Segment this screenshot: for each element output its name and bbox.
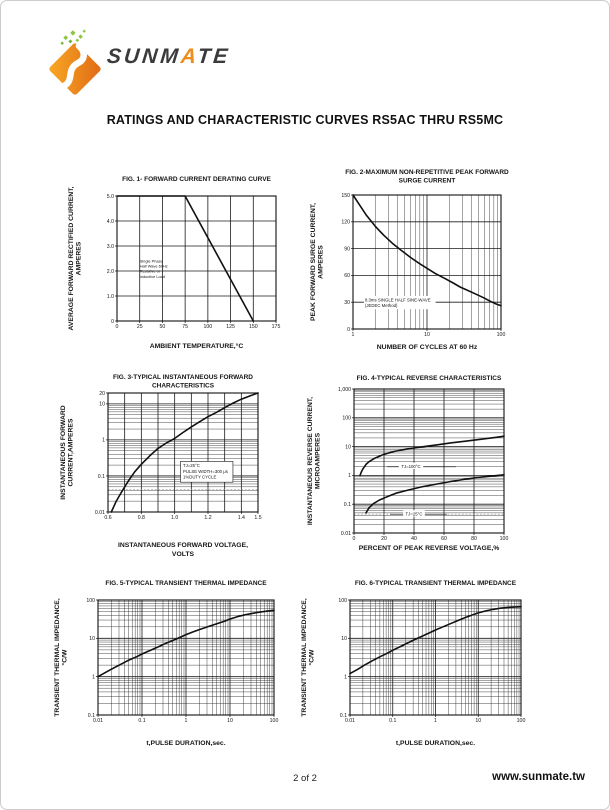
svg-text:0.6: 0.6 — [104, 515, 112, 521]
svg-text:0: 0 — [347, 326, 350, 333]
svg-text:INSTANTANEOUS REVERSE CURRENT,: INSTANTANEOUS REVERSE CURRENT, — [307, 396, 314, 526]
svg-text:150: 150 — [341, 192, 350, 199]
svg-text:100: 100 — [516, 718, 526, 724]
svg-text:0.1: 0.1 — [389, 718, 397, 724]
svg-text:100: 100 — [269, 718, 279, 724]
svg-text:PULSE WIDTH=300 μs: PULSE WIDTH=300 μs — [183, 468, 228, 474]
svg-text:0.8: 0.8 — [137, 515, 145, 521]
svg-text:t,PULSE DURATION,sec.: t,PULSE DURATION,sec. — [146, 740, 226, 747]
svg-text:4.0: 4.0 — [106, 218, 114, 225]
svg-text:3.0: 3.0 — [106, 243, 114, 250]
logo-pixel-trail — [61, 30, 86, 45]
svg-text:Inductive Load: Inductive Load — [139, 273, 166, 279]
svg-text:40: 40 — [411, 536, 417, 542]
svg-text:150: 150 — [248, 324, 258, 330]
svg-text:1,000: 1,000 — [338, 386, 351, 393]
svg-text:0.1: 0.1 — [138, 718, 146, 724]
brand-accent-letter: A — [179, 45, 199, 68]
brand-suffix: TE — [196, 45, 232, 68]
svg-text:10: 10 — [99, 401, 105, 408]
svg-text:PEAK FORWARD SURGE CURRENT,: PEAK FORWARD SURGE CURRENT, — [310, 202, 317, 322]
svg-text:AMBIENT TEMPERATURE,°C: AMBIENT TEMPERATURE,°C — [149, 343, 244, 350]
svg-text:FIG. 1- FORWARD CURRENT DERATI: FIG. 1- FORWARD CURRENT DERATING CURVE — [122, 176, 271, 183]
svg-text:50: 50 — [159, 324, 166, 330]
svg-text:10: 10 — [341, 636, 347, 643]
svg-text:175: 175 — [271, 324, 281, 330]
svg-text:0.1: 0.1 — [87, 712, 95, 719]
svg-text:30: 30 — [344, 300, 350, 306]
fig5-transient-thermal-impedance-chart — [43, 573, 305, 755]
svg-text:8.3ms SINGLE HALF SINE-WAVE: 8.3ms SINGLE HALF SINE-WAVE — [364, 297, 431, 303]
svg-text:TRANSIENT THERMAL IMPEDANCE,: TRANSIENT THERMAL IMPEDANCE, — [54, 598, 61, 717]
svg-text:FIG. 5-TYPICAL TRANSIENT THERM: FIG. 5-TYPICAL TRANSIENT THERMAL IMPEDANCE — [105, 580, 267, 587]
fig3-instantaneous-forward-characteristics-chart — [51, 369, 301, 569]
svg-text:1: 1 — [434, 718, 437, 724]
svg-text:90: 90 — [344, 246, 350, 253]
svg-text:VOLTS: VOLTS — [171, 551, 195, 558]
svg-text:100: 100 — [496, 332, 506, 338]
svg-text:NUMBER OF CYCLES AT 60 Hz: NUMBER OF CYCLES AT 60 Hz — [376, 344, 478, 351]
svg-text:TJ=25°C: TJ=25°C — [405, 511, 423, 517]
svg-text:5.0: 5.0 — [106, 193, 114, 200]
svg-text:1.0: 1.0 — [171, 515, 179, 521]
svg-text:Single Phase: Single Phase — [139, 258, 163, 264]
fig6-transient-thermal-impedance-chart — [296, 573, 562, 755]
svg-text:1.5: 1.5 — [254, 515, 262, 521]
svg-text:80: 80 — [471, 536, 477, 542]
svg-text:FIG. 3-TYPICAL INSTANTANEOUS F: FIG. 3-TYPICAL INSTANTANEOUS FORWARD — [113, 374, 253, 381]
svg-text:INSTANTANEOUS FORWARD: INSTANTANEOUS FORWARD — [60, 405, 67, 500]
svg-text:0.1: 0.1 — [343, 502, 351, 508]
svg-text:Half Wave 60Hz: Half Wave 60Hz — [139, 263, 168, 269]
svg-text:60: 60 — [441, 536, 447, 542]
svg-text:Resistive or: Resistive or — [139, 268, 161, 274]
svg-text:20: 20 — [381, 536, 387, 542]
brand-prefix: SUNM — [105, 45, 183, 68]
svg-text:60: 60 — [344, 273, 350, 280]
svg-text:25: 25 — [136, 324, 143, 330]
svg-text:0: 0 — [352, 536, 356, 542]
fig2-peak-forward-surge-current-chart — [305, 161, 561, 361]
svg-text:10: 10 — [227, 718, 233, 724]
svg-text:FIG. 2-MAXIMUM NON-REPETITIVE: FIG. 2-MAXIMUM NON-REPETITIVE PEAK FORWARD — [345, 169, 509, 176]
svg-text:AMPERES: AMPERES — [317, 245, 325, 279]
svg-text:0.1: 0.1 — [97, 473, 105, 480]
page-title: RATINGS AND CHARACTERISTIC CURVES RS5AC THRU RS5MC — [106, 113, 504, 127]
svg-text:20: 20 — [99, 390, 105, 397]
sunmate-logo-icon — [39, 25, 111, 101]
svg-text:10: 10 — [424, 332, 430, 338]
svg-text:100: 100 — [499, 536, 509, 542]
svg-text:1.4: 1.4 — [237, 515, 245, 521]
website-url: www.sunmate.tw — [492, 771, 585, 783]
svg-text:t,PULSE DURATION,sec.: t,PULSE DURATION,sec. — [395, 740, 476, 747]
page-number: 2 of 2 — [293, 773, 317, 784]
svg-text:CHARACTERISTICS: CHARACTERISTICS — [151, 382, 215, 390]
svg-text:CURRENT,AMPERES: CURRENT,AMPERES — [67, 418, 75, 487]
svg-text:FIG. 6-TYPICAL TRANSIENT THERM: FIG. 6-TYPICAL TRANSIENT THERMAL IMPEDANCE — [354, 580, 517, 587]
svg-text:TJ=100°C: TJ=100°C — [401, 464, 421, 470]
svg-text:100: 100 — [86, 597, 95, 604]
svg-text:1: 1 — [184, 718, 188, 724]
svg-text:0: 0 — [111, 318, 114, 325]
svg-text:100: 100 — [342, 415, 351, 422]
svg-text:°C/W: °C/W — [61, 649, 69, 666]
svg-text:2.0: 2.0 — [106, 268, 114, 275]
svg-text:INSTANTANEOUS FORWARD VOLTAGE,: INSTANTANEOUS FORWARD VOLTAGE, — [117, 542, 249, 549]
svg-text:1: 1 — [351, 332, 355, 338]
svg-text:0.01: 0.01 — [94, 509, 105, 516]
fig1-forward-current-derating-chart — [57, 161, 305, 361]
fig4-reverse-characteristics-chart — [303, 369, 561, 565]
svg-text:1.0: 1.0 — [106, 293, 114, 300]
svg-text:SURGE CURRENT: SURGE CURRENT — [398, 177, 456, 185]
svg-text:0.01: 0.01 — [344, 718, 356, 724]
svg-text:MICROAMPERES: MICROAMPERES — [314, 432, 322, 490]
svg-text:PERCENT OF PEAK REVERSE VOLTAG: PERCENT OF PEAK REVERSE VOLTAGE,% — [358, 545, 500, 552]
svg-text:10: 10 — [89, 636, 95, 643]
svg-text:0.1: 0.1 — [339, 712, 347, 719]
svg-text:TJ=25°C: TJ=25°C — [183, 463, 200, 469]
svg-text:0: 0 — [115, 324, 119, 330]
svg-text:1: 1 — [348, 473, 351, 480]
svg-text:100: 100 — [203, 324, 213, 330]
svg-text:1: 1 — [102, 437, 105, 444]
svg-text:°C/W: °C/W — [308, 649, 316, 666]
svg-text:75: 75 — [182, 324, 189, 330]
svg-text:1: 1 — [344, 674, 347, 681]
svg-text:1: 1 — [92, 674, 95, 681]
svg-text:10: 10 — [475, 718, 482, 724]
svg-text:TRANSIENT THERMAL IMPEDANCE,: TRANSIENT THERMAL IMPEDANCE, — [301, 598, 308, 717]
svg-text:AVERAGE FORWARD RECTIFIED CURR: AVERAGE FORWARD RECTIFIED CURRENT, — [68, 186, 75, 331]
svg-text:0.01: 0.01 — [92, 718, 104, 724]
svg-text:1%DUTY CYCLE: 1%DUTY CYCLE — [183, 474, 217, 480]
svg-text:120: 120 — [341, 219, 350, 226]
svg-text:FIG. 4-TYPICAL REVERSE CHARACT: FIG. 4-TYPICAL REVERSE CHARACTERISTICS — [356, 375, 502, 382]
svg-text:10: 10 — [345, 444, 351, 451]
svg-text:1.2: 1.2 — [204, 515, 212, 521]
brand-wordmark — [106, 45, 232, 69]
svg-text:AMPERES: AMPERES — [75, 241, 83, 276]
svg-text:100: 100 — [338, 597, 347, 604]
svg-text:(JEDEC Method): (JEDEC Method) — [364, 302, 398, 308]
svg-text:125: 125 — [226, 324, 235, 330]
svg-text:0.01: 0.01 — [340, 530, 351, 537]
